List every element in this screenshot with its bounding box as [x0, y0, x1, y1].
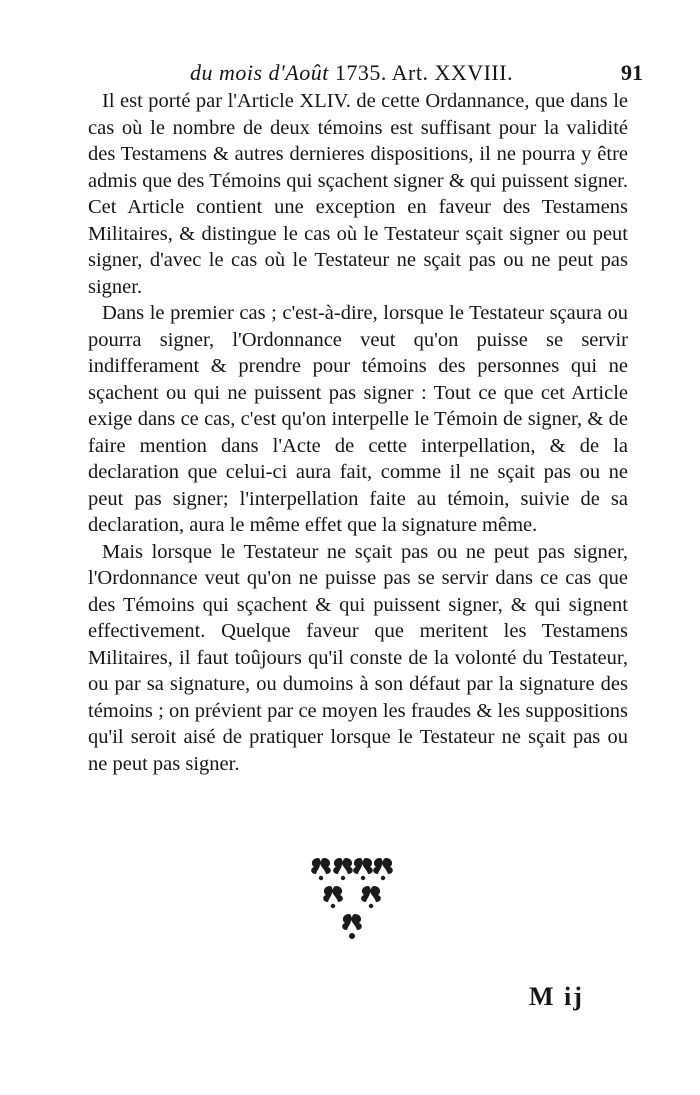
running-head-title — [190, 60, 513, 86]
fleuron-ornament-icon — [304, 850, 400, 946]
running-head-italic: du mois d'Août — [190, 60, 329, 85]
paragraph-1: Il est porté par l'Article XLIV. de cette Ordannance, que dans le cas où le nombre de deux témoins est suffisant pour la validité des Testamens & autres dernieres dispositions, il ne pourra y être admis que des Témoins qui sçachent signer & qui puissent signer. Cet Article contient une exception en faveur des Testamens Militaires, & distingue le cas où le Testateur sçait signer ou peut signer, d'avec le cas où le Testateur ne sçait pas ou ne peut pas signer. — [88, 90, 628, 298]
page-number: 91 — [621, 60, 643, 85]
paragraph-2: Dans le premier cas ; c'est-à-dire, lorsque le Testateur sçaura ou pourra signer, l'Ordonnance veut qu'on puisse se servir indifferament & prendre pour témoins des personnes qui ne sçachent ou qui ne puissent pas signer : Tout ce que cet Article exige dans ce cas, c'est qu'on interpelle le Témoin de signer, & de faire mention dans l'Acte de cette interpellation, & de la declaration que celui-ci aura fait, comme il ne sçait pas ou ne peut pas signer; l'interpellation faite au témoin, suivie de sa declaration, aura le même effet que la signature même. — [88, 302, 628, 536]
body-text — [88, 88, 628, 777]
printer-signature-mark: M ij — [529, 982, 584, 1011]
paragraph-3: Mais lorsque le Testateur ne sçait pas ou ne peut pas signer, l'Ordonnance veut qu'on ne puisse pas se servir dans ce cas que des Témoins qui sçachent & qui puissent signer, & qui signent effectivement. Quelque faveur que meritent les Testamens Militaires, il faut toûjours qu'il conste de la volonté du Testateur, ou par sa signature, ou dumoins à son défaut par la signature des témoins ; on prévient par ce moyen les fraudes & les suppositions qu'il seroit aisé de pratiquer lorsque le Testateur ne sçait pas ou ne peut pas signer. — [88, 540, 628, 775]
running-head-article: 1735. Art. XXVIII. — [328, 60, 514, 85]
